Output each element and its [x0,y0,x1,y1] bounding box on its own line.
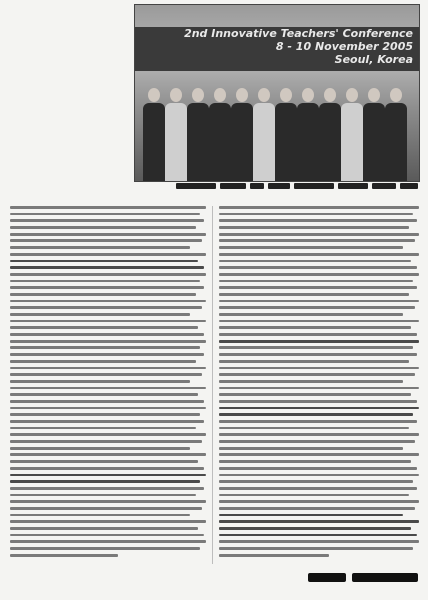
caption-word [294,183,334,189]
person-figure [253,88,275,181]
text-line [10,500,206,503]
text-line [10,387,206,390]
text-line [219,380,403,383]
person-figure [275,88,297,181]
text-line [219,413,413,416]
text-line [10,474,206,477]
banner-line-3: Seoul, Korea [334,53,413,66]
article-column-right [219,206,419,560]
caption-word [176,183,216,189]
text-line [219,340,419,343]
person-figure [187,88,209,181]
text-line [10,219,204,222]
text-line [10,514,190,517]
caption-word [268,183,290,189]
person-figure [231,88,253,181]
text-line [10,460,198,463]
text-line [10,286,204,289]
text-line [219,300,419,303]
text-line [10,534,204,537]
text-line [219,534,417,537]
text-line [219,387,419,390]
text-line [10,226,196,229]
text-line [219,333,417,336]
text-line [219,467,417,470]
text-line [219,353,417,356]
text-line [219,420,417,423]
text-line [10,313,190,316]
banner-line-2: 8 - 10 November 2005 [275,40,413,53]
text-line [219,360,409,363]
text-line [10,206,206,209]
text-line [10,413,200,416]
banner-line-1: 2nd Innovative Teachers' Conference [184,27,413,40]
text-line [219,306,415,309]
text-line [219,527,411,530]
text-line [10,293,196,296]
text-line [219,326,411,329]
person-figure [385,88,407,181]
text-line [10,427,196,430]
signature-word [308,573,346,582]
conference-photo [134,4,420,182]
text-line [10,453,206,456]
text-line [219,400,417,403]
text-line [10,340,206,343]
text-line [10,420,204,423]
caption-word [372,183,396,189]
signature-word [352,573,418,582]
text-line [219,554,329,557]
text-line [219,219,417,222]
text-line [219,367,419,370]
text-line [10,266,204,269]
text-line [10,380,190,383]
text-line [219,500,419,503]
text-line [219,206,419,209]
text-line [219,246,403,249]
text-line [10,306,202,309]
column-divider [212,206,213,564]
text-line [10,353,204,356]
text-line [219,293,409,296]
text-line [219,474,419,477]
text-line [219,260,411,263]
text-line [10,547,200,550]
text-line [219,480,413,483]
text-line [10,260,198,263]
person-figure [363,88,385,181]
person-figure [319,88,341,181]
text-line [219,407,419,410]
text-line [10,400,204,403]
text-line [219,320,419,323]
text-line [10,300,206,303]
text-line [10,554,118,557]
text-line [219,427,409,430]
text-line [10,407,206,410]
text-line [10,333,204,336]
text-line [10,440,202,443]
text-line [219,447,403,450]
text-line [10,246,190,249]
author-signature [300,569,420,585]
text-line [219,393,411,396]
text-line [10,393,198,396]
person-figure [209,88,231,181]
person-figure [143,88,165,181]
text-line [10,326,198,329]
text-line [10,233,206,236]
text-line [10,320,206,323]
text-line [219,494,409,497]
text-line [219,253,419,256]
group-of-people [135,61,419,181]
text-line [10,367,206,370]
text-line [219,453,419,456]
caption-word [220,183,246,189]
text-line [219,239,415,242]
text-line [10,480,200,483]
caption-word [250,183,264,189]
text-line [10,527,198,530]
text-line [10,373,202,376]
text-line [219,313,403,316]
text-line [10,239,202,242]
text-line [219,514,403,517]
text-line [10,280,200,283]
text-line [10,507,202,510]
caption-word [338,183,368,189]
text-line [10,467,204,470]
text-line [10,273,206,276]
text-line [219,346,413,349]
text-line [10,253,206,256]
text-line [219,487,417,490]
text-line [219,540,419,543]
text-line [219,433,419,436]
text-line [10,360,196,363]
text-line [10,494,196,497]
text-line [219,213,413,216]
text-line [10,433,206,436]
text-line [219,233,419,236]
text-line [219,460,411,463]
text-line [219,286,417,289]
text-line [219,273,419,276]
caption-word [400,183,418,189]
person-figure [341,88,363,181]
text-line [10,540,206,543]
article-column-left [10,206,206,560]
text-line [219,507,415,510]
text-line [10,487,204,490]
text-line [219,520,419,523]
text-line [219,280,413,283]
text-line [10,520,206,523]
text-line [10,346,200,349]
text-line [219,226,409,229]
text-line [10,213,200,216]
person-figure [165,88,187,181]
text-line [219,440,415,443]
text-line [10,447,190,450]
person-figure [297,88,319,181]
text-line [219,373,415,376]
text-line [219,547,413,550]
photo-caption [134,183,418,192]
text-line [219,266,417,269]
